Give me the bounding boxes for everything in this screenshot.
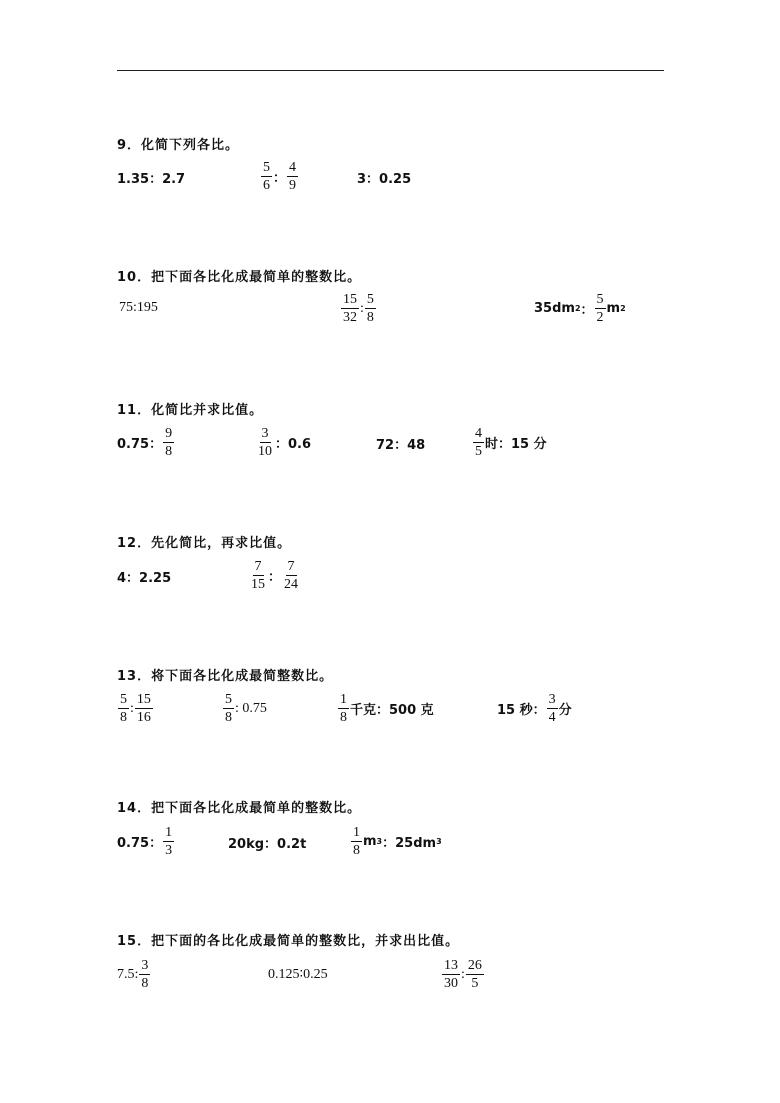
fraction: $\frac{3}{4}$ [548,692,556,725]
q10-item-b: $\frac{15}{32}$ : $\frac{5}{8}$ [343,292,374,325]
question-14-title: 14．把下面各比化成最简单的整数比。 [117,801,362,816]
fraction: $\frac{13}{30}$ [444,958,458,991]
q13-item-c: $\frac{1}{8}$ 千克：500 克 [340,692,434,725]
q14-item-a: 0.75： $\frac{1}{3}$ [117,825,173,858]
fraction: $\frac{3}{8}$ [141,958,149,991]
fraction: $\frac{5}{8}$ [120,692,127,725]
fraction: $\frac{7}{24}$ [284,559,299,592]
q12-item-a: 4：2.25 [117,571,172,586]
q9-item-b: $\frac{5}{6}$ ： $\frac{4}{9}$ [263,160,297,193]
q10-item-c: 35dm 2 ： $\frac{5}{2}$ m 2 [534,292,626,325]
fraction: $\frac{3}{10}$ [258,426,272,459]
q10-item-a: 75:195 [119,300,158,315]
q15-item-c: $\frac{13}{30}$ : $\frac{26}{5}$ [444,958,482,991]
fraction: $\frac{4}{9}$ [289,160,297,193]
q15-item-a: 7.5: $\frac{3}{8}$ [117,958,149,991]
q13-item-d: 15 秒： $\frac{3}{4}$ 分 [497,692,572,725]
fraction: $\frac{7}{15}$ [251,559,265,592]
fraction: $\frac{9}{8}$ [165,426,173,459]
q11-item-a: 0.75： $\frac{9}{8}$ [117,426,173,459]
q12-item-b: $\frac{7}{15}$ ： $\frac{7}{24}$ [251,559,299,592]
question-12-title: 12．先化简比，再求比值。 [117,536,292,551]
q11-item-c: 72：48 [376,438,426,453]
header-rule [117,70,664,71]
fraction: $\frac{5}{8}$ [366,292,374,325]
q14-item-c: $\frac{1}{8}$ m 3 ：25dm 3 [353,825,442,858]
q13-item-a: $\frac{5}{8}$ : $\frac{15}{16}$ [120,692,151,725]
q11-item-b: $\frac{3}{10}$ ：0.6 [258,426,312,459]
fraction: $\frac{5}{2}$ [596,292,604,325]
fraction: $\frac{15}{32}$ [343,292,357,325]
fraction: $\frac{15}{16}$ [136,692,151,725]
fraction: $\frac{26}{5}$ [467,958,482,991]
fraction: $\frac{1}{3}$ [165,825,173,858]
fraction: $\frac{1}{8}$ [340,692,347,725]
fraction: $\frac{1}{8}$ [353,825,360,858]
fraction: $\frac{4}{5}$ [475,426,482,459]
question-11-title: 11．化简比并求比值。 [117,403,264,418]
q15-item-b: 0.125∶0.25 [268,967,328,982]
question-13-title: 13．将下面各比化成最简整数比。 [117,669,334,684]
q9-item-a: 1.35：2.7 [117,172,186,187]
fraction: $\frac{5}{8}$ [225,692,232,725]
q13-item-b: $\frac{5}{8}$ : 0.75 [225,692,267,725]
q14-item-b: 20kg：0.2t [228,837,307,852]
q9-item-c: 3：0.25 [357,172,412,187]
question-9-title: 9．化简下列各比。 [117,138,240,153]
q11-item-d: $\frac{4}{5}$ 时：15 分 [475,426,547,459]
question-15-title: 15．把下面的各比化成最简单的整数比，并求出比值。 [117,934,460,949]
fraction: $\frac{5}{6}$ [263,160,270,193]
question-10-title: 10．把下面各比化成最简单的整数比。 [117,270,362,285]
